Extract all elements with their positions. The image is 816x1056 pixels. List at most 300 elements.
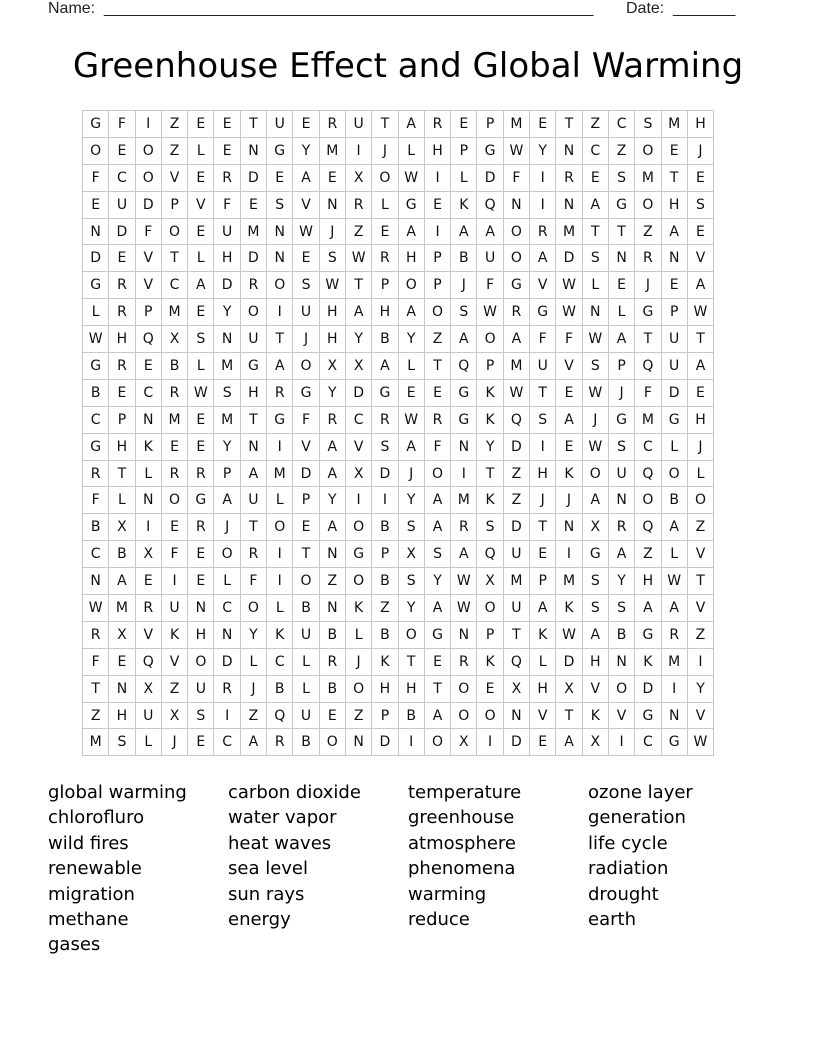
grid-cell[interactable]: U [161,595,187,622]
grid-cell[interactable]: T [477,460,503,487]
grid-cell[interactable]: T [635,326,661,353]
grid-cell[interactable]: P [661,299,687,326]
grid-cell[interactable]: J [345,648,371,675]
grid-cell[interactable]: V [687,541,713,568]
grid-cell[interactable]: Y [530,137,556,164]
grid-cell[interactable]: N [451,621,477,648]
grid-cell[interactable]: G [661,729,687,756]
grid-cell[interactable]: O [503,218,529,245]
grid-cell[interactable]: A [608,326,634,353]
grid-cell[interactable]: O [345,514,371,541]
grid-cell[interactable]: E [293,245,319,272]
grid-cell[interactable]: G [451,379,477,406]
grid-cell[interactable]: V [608,702,634,729]
grid-cell[interactable]: B [161,353,187,380]
grid-cell[interactable]: X [109,621,135,648]
grid-cell[interactable]: R [608,514,634,541]
grid-cell[interactable]: E [240,191,266,218]
grid-cell[interactable]: K [556,460,582,487]
grid-cell[interactable]: A [556,406,582,433]
grid-cell[interactable]: W [398,406,424,433]
grid-cell[interactable]: C [267,648,293,675]
grid-cell[interactable]: H [319,326,345,353]
grid-cell[interactable]: U [608,460,634,487]
grid-cell[interactable]: T [687,326,713,353]
grid-cell[interactable]: Y [398,326,424,353]
grid-cell[interactable]: R [188,514,214,541]
grid-cell[interactable]: E [319,164,345,191]
grid-cell[interactable]: Z [161,675,187,702]
grid-cell[interactable]: S [635,111,661,138]
grid-cell[interactable]: A [477,218,503,245]
grid-cell[interactable]: I [267,541,293,568]
grid-cell[interactable]: M [503,111,529,138]
grid-cell[interactable]: O [635,487,661,514]
grid-cell[interactable]: B [372,326,398,353]
date-field-line[interactable]: _______ [673,0,736,17]
grid-cell[interactable]: G [240,353,266,380]
grid-cell[interactable]: O [135,137,161,164]
grid-cell[interactable]: X [398,541,424,568]
grid-cell[interactable]: A [582,621,608,648]
grid-cell[interactable]: E [530,541,556,568]
grid-cell[interactable]: C [109,164,135,191]
grid-cell[interactable]: I [608,729,634,756]
grid-cell[interactable]: L [188,353,214,380]
grid-cell[interactable]: R [451,648,477,675]
grid-cell[interactable]: B [109,541,135,568]
grid-cell[interactable]: D [503,729,529,756]
grid-cell[interactable]: X [345,353,371,380]
grid-cell[interactable]: I [267,433,293,460]
grid-cell[interactable]: B [451,245,477,272]
grid-cell[interactable]: L [267,595,293,622]
grid-cell[interactable]: O [477,326,503,353]
grid-cell[interactable]: O [293,353,319,380]
grid-cell[interactable]: I [372,487,398,514]
grid-cell[interactable]: E [109,648,135,675]
grid-cell[interactable]: Z [319,568,345,595]
grid-cell[interactable]: O [345,568,371,595]
grid-cell[interactable]: L [267,487,293,514]
grid-cell[interactable]: G [582,541,608,568]
grid-cell[interactable]: V [293,191,319,218]
grid-cell[interactable]: W [687,299,713,326]
grid-cell[interactable]: K [372,648,398,675]
grid-cell[interactable]: W [556,272,582,299]
grid-cell[interactable]: P [477,111,503,138]
grid-cell[interactable]: G [267,137,293,164]
grid-cell[interactable]: L [83,299,109,326]
grid-cell[interactable]: V [582,675,608,702]
grid-cell[interactable]: R [267,729,293,756]
grid-cell[interactable]: P [451,137,477,164]
grid-cell[interactable]: Y [398,595,424,622]
grid-cell[interactable]: H [661,191,687,218]
grid-cell[interactable]: G [372,379,398,406]
grid-cell[interactable]: I [530,433,556,460]
grid-cell[interactable]: U [240,487,266,514]
name-field-line[interactable]: _______________________________________________________ [104,0,594,17]
grid-cell[interactable]: E [83,191,109,218]
grid-cell[interactable]: N [503,702,529,729]
grid-cell[interactable]: K [530,621,556,648]
grid-cell[interactable]: A [424,487,450,514]
grid-cell[interactable]: R [214,164,240,191]
grid-cell[interactable]: S [293,272,319,299]
grid-cell[interactable]: N [214,621,240,648]
grid-cell[interactable]: Z [635,541,661,568]
grid-cell[interactable]: U [293,299,319,326]
grid-cell[interactable]: U [240,326,266,353]
grid-cell[interactable]: K [477,487,503,514]
grid-cell[interactable]: H [372,299,398,326]
grid-cell[interactable]: U [661,353,687,380]
grid-cell[interactable]: L [451,164,477,191]
grid-cell[interactable]: W [582,433,608,460]
grid-cell[interactable]: N [345,729,371,756]
grid-cell[interactable]: V [687,245,713,272]
grid-cell[interactable]: G [608,406,634,433]
grid-cell[interactable]: D [556,245,582,272]
grid-cell[interactable]: A [635,595,661,622]
grid-cell[interactable]: L [608,299,634,326]
grid-cell[interactable]: B [319,621,345,648]
grid-cell[interactable]: X [451,729,477,756]
grid-cell[interactable]: P [161,191,187,218]
grid-cell[interactable]: Y [319,487,345,514]
grid-cell[interactable]: Y [214,299,240,326]
grid-cell[interactable]: E [687,379,713,406]
grid-cell[interactable]: W [451,568,477,595]
grid-cell[interactable]: E [109,245,135,272]
grid-cell[interactable]: L [135,729,161,756]
grid-cell[interactable]: E [608,272,634,299]
grid-cell[interactable]: Z [345,702,371,729]
grid-cell[interactable]: I [424,218,450,245]
grid-cell[interactable]: H [687,406,713,433]
grid-cell[interactable]: A [687,353,713,380]
grid-cell[interactable]: E [109,379,135,406]
grid-cell[interactable]: E [424,648,450,675]
grid-cell[interactable]: G [424,621,450,648]
grid-cell[interactable]: X [582,514,608,541]
grid-cell[interactable]: T [240,111,266,138]
grid-cell[interactable]: R [451,514,477,541]
grid-cell[interactable]: K [267,621,293,648]
grid-cell[interactable]: H [530,675,556,702]
grid-cell[interactable]: T [83,675,109,702]
grid-cell[interactable]: C [83,541,109,568]
grid-cell[interactable]: D [240,164,266,191]
grid-cell[interactable]: D [240,245,266,272]
grid-cell[interactable]: F [83,487,109,514]
grid-cell[interactable]: D [83,245,109,272]
grid-cell[interactable]: K [477,406,503,433]
grid-cell[interactable]: P [530,568,556,595]
grid-cell[interactable]: T [240,406,266,433]
grid-cell[interactable]: M [240,218,266,245]
grid-cell[interactable]: B [83,514,109,541]
grid-cell[interactable]: E [188,541,214,568]
grid-cell[interactable]: F [109,111,135,138]
grid-cell[interactable]: R [83,621,109,648]
grid-cell[interactable]: E [477,675,503,702]
grid-cell[interactable]: X [319,353,345,380]
grid-cell[interactable]: N [608,245,634,272]
grid-cell[interactable]: P [372,541,398,568]
grid-cell[interactable]: S [424,541,450,568]
grid-cell[interactable]: F [424,433,450,460]
grid-cell[interactable]: F [530,326,556,353]
grid-cell[interactable]: B [293,729,319,756]
grid-cell[interactable]: J [214,514,240,541]
grid-cell[interactable]: H [240,379,266,406]
grid-cell[interactable]: U [345,111,371,138]
grid-cell[interactable]: E [582,164,608,191]
grid-cell[interactable]: I [267,568,293,595]
grid-cell[interactable]: J [240,675,266,702]
grid-cell[interactable]: S [319,245,345,272]
grid-cell[interactable]: T [503,621,529,648]
grid-cell[interactable]: E [556,379,582,406]
grid-cell[interactable]: M [661,111,687,138]
grid-cell[interactable]: N [188,595,214,622]
grid-cell[interactable]: J [635,272,661,299]
grid-cell[interactable]: U [135,702,161,729]
grid-cell[interactable]: C [635,729,661,756]
grid-cell[interactable]: U [293,702,319,729]
grid-cell[interactable]: N [83,218,109,245]
grid-cell[interactable]: W [188,379,214,406]
grid-cell[interactable]: L [661,541,687,568]
grid-cell[interactable]: O [188,648,214,675]
grid-cell[interactable]: O [451,675,477,702]
grid-cell[interactable]: L [293,675,319,702]
grid-cell[interactable]: Y [214,433,240,460]
grid-cell[interactable]: E [661,272,687,299]
grid-cell[interactable]: I [267,299,293,326]
grid-cell[interactable]: X [503,675,529,702]
grid-cell[interactable]: R [188,460,214,487]
grid-cell[interactable]: G [477,137,503,164]
grid-cell[interactable]: T [530,379,556,406]
grid-cell[interactable]: A [398,433,424,460]
grid-cell[interactable]: Q [451,353,477,380]
grid-cell[interactable]: T [240,514,266,541]
grid-cell[interactable]: V [687,702,713,729]
grid-cell[interactable]: C [135,379,161,406]
grid-cell[interactable]: S [267,191,293,218]
grid-cell[interactable]: O [240,595,266,622]
grid-cell[interactable]: S [582,245,608,272]
grid-cell[interactable]: D [214,272,240,299]
grid-cell[interactable]: O [582,460,608,487]
grid-cell[interactable]: M [161,406,187,433]
grid-cell[interactable]: G [635,299,661,326]
grid-cell[interactable]: R [345,191,371,218]
grid-cell[interactable]: O [214,541,240,568]
grid-cell[interactable]: S [687,191,713,218]
grid-cell[interactable]: P [477,353,503,380]
grid-cell[interactable]: P [293,487,319,514]
grid-cell[interactable]: R [635,245,661,272]
grid-cell[interactable]: W [582,326,608,353]
grid-cell[interactable]: Z [687,514,713,541]
grid-cell[interactable]: W [451,595,477,622]
grid-cell[interactable]: X [161,702,187,729]
grid-cell[interactable]: G [635,702,661,729]
grid-cell[interactable]: S [398,514,424,541]
grid-cell[interactable]: N [135,406,161,433]
grid-cell[interactable]: R [109,299,135,326]
grid-cell[interactable]: I [530,164,556,191]
grid-cell[interactable]: N [661,245,687,272]
grid-cell[interactable]: U [293,621,319,648]
grid-cell[interactable]: A [424,514,450,541]
grid-cell[interactable]: I [161,568,187,595]
grid-cell[interactable]: A [345,299,371,326]
grid-cell[interactable]: L [135,460,161,487]
grid-cell[interactable]: O [267,272,293,299]
grid-cell[interactable]: Z [372,595,398,622]
grid-cell[interactable]: R [503,299,529,326]
grid-cell[interactable]: X [135,675,161,702]
grid-cell[interactable]: F [83,648,109,675]
grid-cell[interactable]: N [319,595,345,622]
grid-cell[interactable]: N [240,137,266,164]
grid-cell[interactable]: N [267,245,293,272]
grid-cell[interactable]: J [582,406,608,433]
grid-cell[interactable]: H [687,111,713,138]
grid-cell[interactable]: O [477,702,503,729]
grid-cell[interactable]: M [451,487,477,514]
grid-cell[interactable]: J [161,729,187,756]
grid-cell[interactable]: L [530,648,556,675]
grid-cell[interactable]: R [424,406,450,433]
grid-cell[interactable]: B [661,487,687,514]
grid-cell[interactable]: I [398,729,424,756]
grid-cell[interactable]: R [161,379,187,406]
grid-cell[interactable]: R [83,460,109,487]
grid-cell[interactable]: A [319,460,345,487]
grid-cell[interactable]: R [319,111,345,138]
grid-cell[interactable]: U [109,191,135,218]
grid-cell[interactable]: D [635,675,661,702]
grid-cell[interactable]: E [188,164,214,191]
grid-cell[interactable]: Y [687,675,713,702]
grid-cell[interactable]: H [398,675,424,702]
grid-cell[interactable]: L [293,648,319,675]
grid-cell[interactable]: A [582,487,608,514]
grid-cell[interactable]: S [214,379,240,406]
grid-cell[interactable]: A [319,514,345,541]
grid-cell[interactable]: N [135,487,161,514]
grid-cell[interactable]: O [398,621,424,648]
grid-cell[interactable]: T [267,326,293,353]
grid-cell[interactable]: E [424,379,450,406]
grid-cell[interactable]: C [214,729,240,756]
grid-cell[interactable]: T [582,218,608,245]
grid-cell[interactable]: I [214,702,240,729]
grid-cell[interactable]: Y [398,487,424,514]
grid-cell[interactable]: A [608,541,634,568]
grid-cell[interactable]: A [530,245,556,272]
grid-cell[interactable]: M [661,648,687,675]
grid-cell[interactable]: A [530,595,556,622]
grid-cell[interactable]: T [556,111,582,138]
grid-cell[interactable]: Z [345,218,371,245]
grid-cell[interactable]: Z [503,487,529,514]
grid-cell[interactable]: A [424,702,450,729]
grid-cell[interactable]: E [293,514,319,541]
grid-cell[interactable]: W [556,621,582,648]
grid-cell[interactable]: T [608,218,634,245]
grid-cell[interactable]: H [635,568,661,595]
grid-cell[interactable]: G [530,299,556,326]
grid-cell[interactable]: A [293,164,319,191]
grid-cell[interactable]: E [661,137,687,164]
grid-cell[interactable]: C [608,111,634,138]
grid-cell[interactable]: L [582,272,608,299]
grid-cell[interactable]: R [109,353,135,380]
grid-cell[interactable]: M [635,406,661,433]
grid-cell[interactable]: E [188,568,214,595]
grid-cell[interactable]: S [608,433,634,460]
grid-cell[interactable]: E [188,299,214,326]
grid-cell[interactable]: K [345,595,371,622]
grid-cell[interactable]: S [477,514,503,541]
grid-cell[interactable]: C [214,595,240,622]
grid-cell[interactable]: E [109,137,135,164]
grid-cell[interactable]: G [661,406,687,433]
grid-cell[interactable]: A [240,460,266,487]
grid-cell[interactable]: P [477,621,503,648]
grid-cell[interactable]: R [267,379,293,406]
grid-cell[interactable]: W [556,299,582,326]
grid-cell[interactable]: E [135,353,161,380]
grid-cell[interactable]: W [345,245,371,272]
grid-cell[interactable]: K [635,648,661,675]
grid-cell[interactable]: E [267,164,293,191]
grid-cell[interactable]: A [319,433,345,460]
grid-cell[interactable]: L [372,191,398,218]
grid-cell[interactable]: W [477,299,503,326]
grid-cell[interactable]: R [372,406,398,433]
grid-cell[interactable]: J [556,487,582,514]
grid-cell[interactable]: J [530,487,556,514]
grid-cell[interactable]: H [214,245,240,272]
grid-cell[interactable]: N [319,191,345,218]
grid-cell[interactable]: O [161,218,187,245]
grid-cell[interactable]: O [424,460,450,487]
grid-cell[interactable]: S [582,568,608,595]
grid-cell[interactable]: D [661,379,687,406]
grid-cell[interactable]: L [398,137,424,164]
grid-cell[interactable]: T [293,541,319,568]
grid-cell[interactable]: K [556,595,582,622]
grid-cell[interactable]: Z [582,111,608,138]
grid-cell[interactable]: R [161,460,187,487]
grid-cell[interactable]: T [161,245,187,272]
grid-cell[interactable]: N [661,702,687,729]
grid-cell[interactable]: E [451,111,477,138]
grid-cell[interactable]: Q [267,702,293,729]
grid-cell[interactable]: N [83,568,109,595]
grid-cell[interactable]: O [661,460,687,487]
grid-cell[interactable]: U [214,218,240,245]
grid-cell[interactable]: A [240,729,266,756]
